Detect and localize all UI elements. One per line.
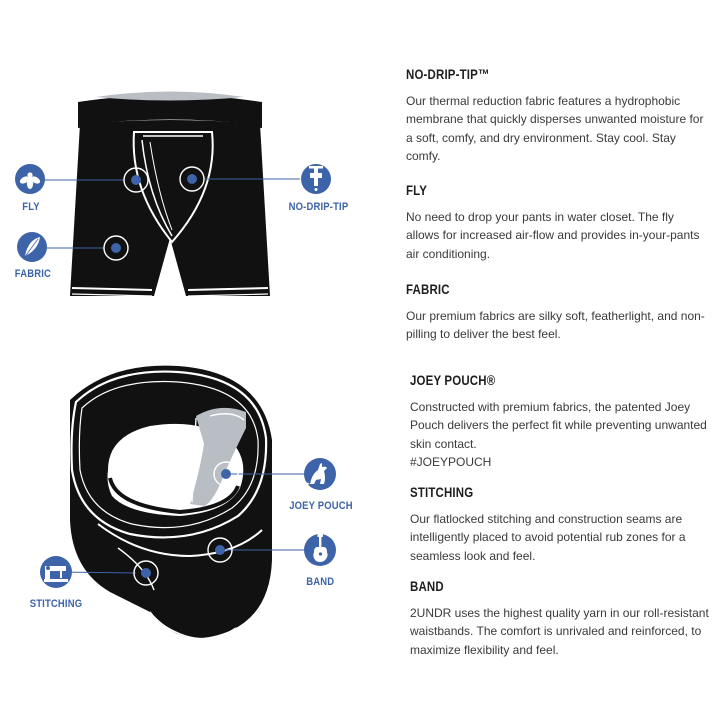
callout-label-joey-pouch: JOEY POUCH [289,500,353,512]
feature-title: STITCHING [410,484,474,500]
callout-label-no-drip-tip: NO-DRIP-TIP [288,201,349,213]
feature-title: JOEY POUCH® [410,372,496,388]
feature-title: FLY [406,182,428,198]
feature-title: NO-DRIP-TIP™ [406,66,490,82]
callout-label-stitching: STITCHING [29,598,83,610]
hashtag-link[interactable]: #JOEYPOUCH [410,454,492,469]
feature-description: Our premium fabrics are silky soft, featherlight, and non-pilling to deliver the best feel. [406,309,705,342]
callout-label-fabric: FABRIC [14,268,52,280]
feature-no-drip-tip [406,66,706,165]
callout-label-fly: FLY [22,201,40,213]
feature-description: 2UNDR uses the highest quality yarn in our roll-resistant waistbands. The comfort is unrivaled and reinforced, to maximize flexibility and feel. [410,606,709,657]
feature-joey-pouch [410,372,710,471]
feature-fly [406,182,706,263]
feature-description: Our thermal reduction fabric features a hydrophobic membrane that quickly disperses unwanted moisture for a soft, comfy, and dry environment. Stay cool. Stay comfy. [406,94,704,163]
feature-title: BAND [410,578,444,594]
callout-label-band: BAND [306,576,335,588]
feature-description: Our flatlocked stitching and construction seams are intelligently placed to avoid potential rub zones for a seamless look and feel. [410,512,686,563]
feature-band [410,578,710,659]
feature-title: FABRIC [406,281,450,297]
feature-description-text: Constructed with premium fabrics, the patented Joey Pouch delivers the perfect fit while preventing unwanted skin contact. [410,400,707,451]
feature-description: No need to drop your pants in water closet. The fly allows for increased air-flow and provides in-your-pants air conditioning. [406,210,700,261]
feature-description [410,398,710,471]
feature-fabric [406,281,706,344]
feature-stitching [410,484,710,565]
